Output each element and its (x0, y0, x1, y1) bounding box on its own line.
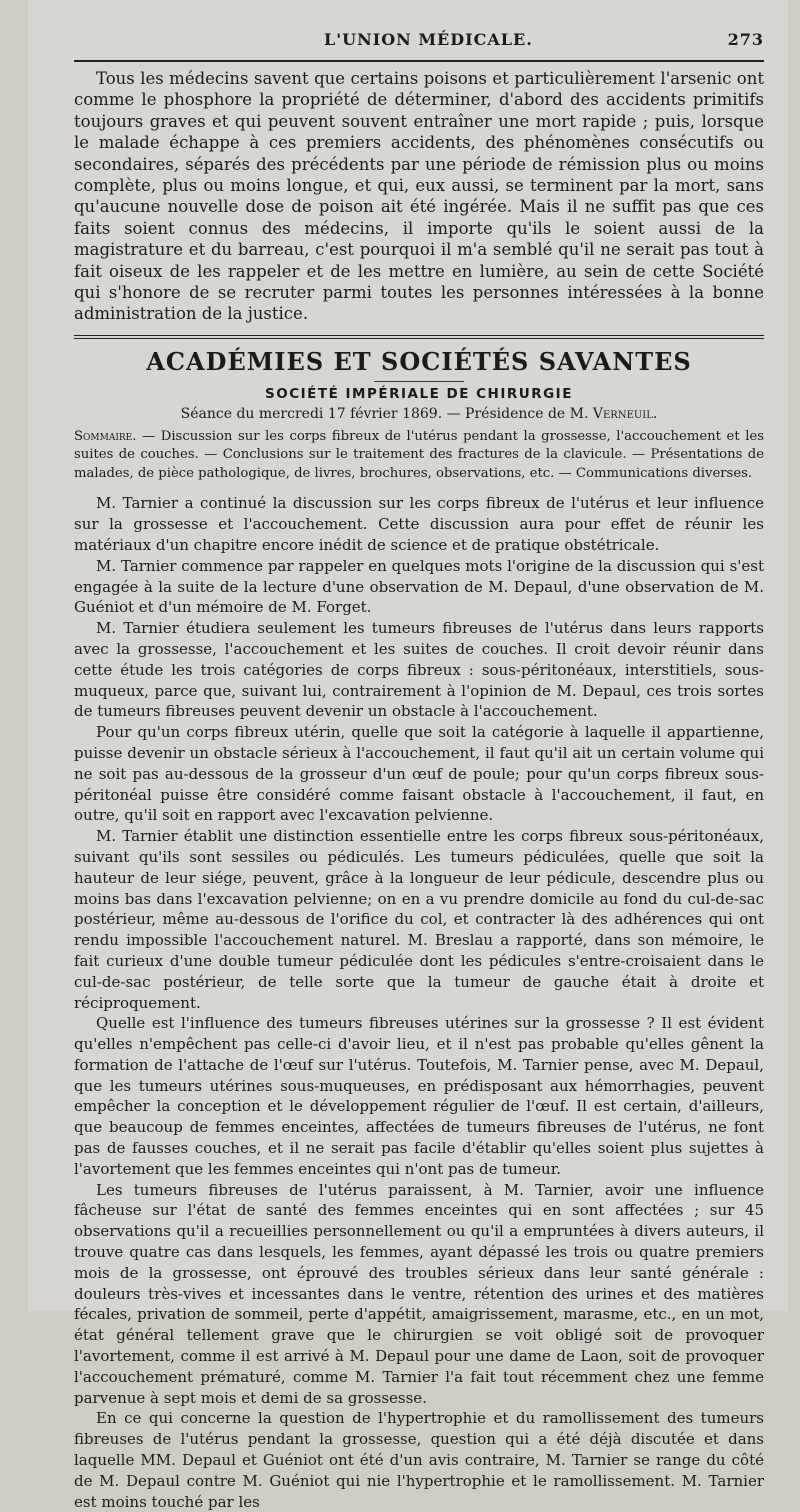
summary-label: Sommaire (74, 428, 133, 444)
paragraph: Les tumeurs fibreuses de l'utérus paraissent, à M. Tarnier, avoir une influence fâcheuse sur l'état de santé des femmes enceintes qui en sont affectées ; sur 45 observations qu'il a recueillies personnellement ou qu'il a empruntées à divers auteurs, il trouve quatre cas dans lesquels, les femmes, ayant dépassé les trois ou quatre premiers mois de la grossesse, ont éprouvé des troubles sérieux dans leur santé générale : douleurs très-vives et incessantes dans le ventre, rétention des urines et des matières fécales, privation de sommeil, perte d'appétit, amaigrissement, marasme, etc., en un mot, état général tellement grave que le chirurgien se voit obligé soit de provoquer l'avortement, comme il est arrivé à M. Depaul pour une dame de Laon, soit de provoquer l'accouchement prématuré, comme M. Tarnier l'a fait tout récemment chez une femme parvenue à sept mois et demi de sa grossesse. (74, 1180, 764, 1407)
seance-line (74, 406, 764, 422)
journal-page (28, 0, 788, 1511)
paragraph: En ce qui concerne la question de l'hypertrophie et du ramollissement des tumeurs fibreuses de l'utérus pendant la grossesse, question qui a été déjà discutée et dans laquelle MM. Depaul et Guéniot ont été d'un avis contraire, M. Tarnier se range du côté de M. Depaul contre M. Guéniot qui nie l'hypertrophie et le ramollissement. M. Tarnier est moins touché par les (74, 1409, 764, 1511)
section-divider (74, 335, 764, 339)
title-rule (374, 381, 464, 382)
section-title: ACADÉMIES ET SOCIÉTÉS SAVANTES (146, 346, 692, 376)
seance-suffix: . (652, 405, 658, 422)
paragraph: M. Tarnier a continué la discussion sur les corps fibreux de l'utérus et leur influence sur la grossesse et l'accouchement. Cette discussion aura pour effet de réunir les matériaux d'un chapitre encore inédit de science et de pratique obstétricale. (74, 494, 764, 554)
article-body (74, 493, 764, 1512)
paragraph: M. Tarnier établit une distinction essentielle entre les corps fibreux sous-péritonéaux, suivant qu'ils sont sessiles ou pédiculés. Les tumeurs pédiculées, quelle que soit la hauteur de leur siége, peuvent, grâce à la longueur de leur pédicule, descendre plus ou moins bas dans l'excavation pelvienne; on en a vu prendre domicile au fond du cul-de-sac postérieur, même au-dessous de l'orifice du col, et contracter là des adhérences qui ont rendu impossible l'accouchement naturel. M. Breslau a rapporté, dans son mémoire, le fait curieux d'une double tumeur pédiculée dont les pédicules s'entre-croisaient dans le cul-de-sac postérieur, de telle sorte que la tumeur de gauche était à droite et réciproquement. (74, 827, 764, 1012)
society-name: SOCIÉTÉ IMPÉRIALE DE CHIRURGIE (265, 385, 573, 402)
summary (74, 428, 764, 484)
page-number: 273 (727, 30, 764, 49)
seance-prefix: Séance du mercredi 17 février 1869. — Présidence de M. (180, 405, 593, 422)
intro-paragraph: Tous les médecins savent que certains poisons et particulièrement l'arsenic ont comme le phosphore la propriété de déterminer, d'abord des accidents primitifs toujours graves et qui peuvent souvent entraîner une mort rapide ; puis, lorsque le malade échappe à ces premiers accidents, des phénomènes consécutifs ou secondaires, séparés des précédents par une période de rémission plus ou moins complète, plus ou moins longue, et qui, eux aussi, se terminent par la mort, sans qu'aucune nouvelle dose de poison ait été ingérée. Mais il ne suffit pas que ces faits soient connus des médecins, il importe qu'ils le soient aussi de la magistrature et du barreau, c'est pourquoi il m'a semblé qu'il ne serait pas tout à fait oiseux de les rappeler et de les mettre en lumière, au sein de cette Société qui s'honore de se recruter parmi toutes les personnes intéressées à la bonne administration de la justice. (74, 69, 764, 324)
running-title: L'UNION MÉDICALE. (324, 30, 533, 49)
paragraph: M. Tarnier commence par rappeler en quelques mots l'origine de la discussion qui s'est engagée à la suite de la lecture d'une observation de M. Depaul, d'une observation de M. Guéniot et d'un mémoire de M. Forget. (74, 556, 764, 617)
president-name: Verneuil (592, 405, 653, 422)
paragraph: M. Tarnier étudiera seulement les tumeurs fibreuses de l'utérus dans leurs rapports avec la grossesse, l'accouchement et les suites de couches. Il croit devoir réunir dans cette étude les trois catégories de corps fibreux : sous-péritonéaux, interstitiels, sous-muqueux, parce que, suivant lui, contrairement à l'opinion de M. Depaul, ces trois sortes de tumeurs fibreuses peuvent devenir un obstacle à l'accouchement. (74, 619, 764, 721)
header-rule (74, 60, 764, 62)
summary-text: . — Discussion sur les corps fibreux de l'utérus pendant la grossesse, l'accouchement et les suites de couches. — Conclusions sur le traitement des fractures de la clavicule. — Présentations de malades, de pièce pathologique, de livres, brochures, observations, etc. — Communications diverses. (74, 428, 764, 481)
paragraph: Quelle est l'influence des tumeurs fibreuses utérines sur la grossesse ? Il est évident qu'elles n'empêchent pas celle-ci d'avoir lieu, et il n'est pas probable qu'elles gênent la formation de l'attache de l'œuf sur l'utérus. Toutefois, M. Tarnier pense, avec M. Depaul, que les tumeurs utérines sous-muqueuses, en prédisposant aux hémorrhagies, peuvent empêcher la conception et le développement régulier de l'œuf. Il est certain, d'ailleurs, que beaucoup de femmes enceintes, affectées de tumeurs fibreuses de l'utérus, ne font pas de fausses couches, et il ne serait pas facile d'établir qu'elles soient plus sujettes à l'avortement que les femmes enceintes qui n'ont pas de tumeur. (74, 1014, 764, 1178)
paragraph: Pour qu'un corps fibreux utérin, quelle que soit la catégorie à laquelle il appartienne, puisse devenir un obstacle sérieux à l'accouchement, il faut qu'il ait un certain volume qui ne soit pas au-dessous de la grosseur d'un œuf de poule; pour qu'un corps fibreux sous-péritonéal puisse être considéré comme faisant obstacle à l'accouchement, il faut, en outre, qu'il soit en rapport avec l'excavation pelvienne. (74, 723, 764, 825)
page-header (74, 30, 764, 54)
